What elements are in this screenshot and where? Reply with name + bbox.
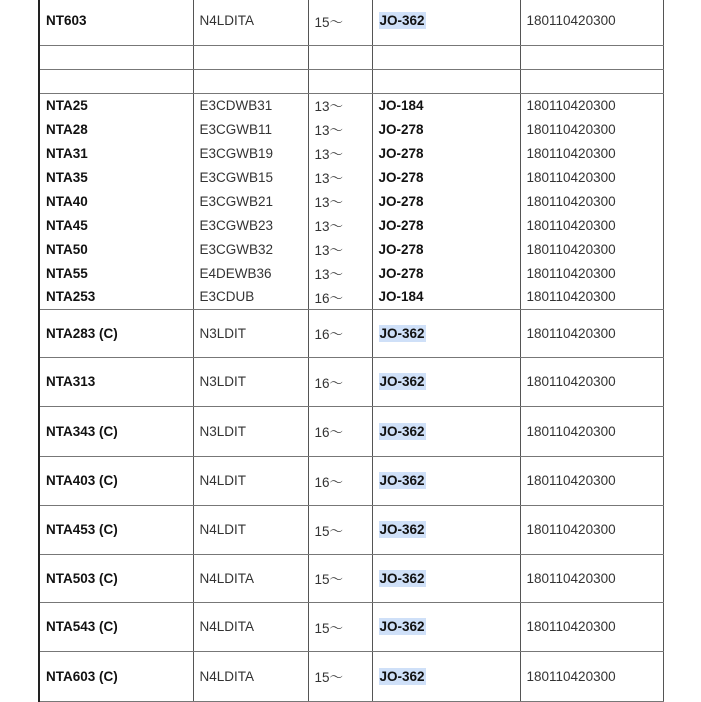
part-number-text: JO-362 [379,423,425,439]
version-cell [308,93,372,117]
code-text: E3CGWB19 [199,145,274,161]
code-cell [193,505,308,554]
serial-text: 180110420300 [526,265,616,281]
version-cell [308,141,372,165]
code-text: N3LDIT [199,423,247,439]
part-number-text: JO-362 [379,325,425,341]
code-text: N4LDITA [199,13,255,29]
model-text: NTA40 [46,193,88,209]
serial-cell [520,554,663,602]
model-text: NTA313 [46,374,96,389]
code-text: N4LDITA [199,570,255,586]
part-number-cell [372,0,520,45]
model-text: NT603 [46,13,87,29]
code-text: E3CGWB15 [199,169,274,185]
version-text: 15～ [314,620,344,636]
code-text: N4LDITA [199,668,255,684]
code-text: E3CGWB32 [199,241,274,257]
model-text: NTA603 (C) [46,668,118,684]
part-number-cell [372,189,520,213]
table-body [39,0,663,701]
version-cell [308,602,372,651]
code-cell [193,285,308,309]
model-cell [39,165,193,189]
model-cell [39,505,193,554]
table-row [39,165,663,189]
part-number-text: JO-184 [378,97,424,113]
version-text: 13～ [314,243,344,258]
code-text: E3CGWB21 [199,193,274,209]
code-cell [193,456,308,505]
version-cell [308,165,372,189]
part-number-cell [372,69,520,93]
table-row-empty [39,69,663,93]
code-text: N3LDIT [199,325,247,341]
part-number-cell [372,309,520,357]
serial-text: 180110420300 [526,473,616,488]
model-cell [39,117,193,141]
part-number-cell [372,406,520,456]
model-cell [39,213,193,237]
model-cell [39,602,193,651]
version-cell [308,357,372,406]
model-text: NTA343 (C) [46,423,118,439]
part-number-cell [372,505,520,554]
version-text: 16～ [314,425,344,440]
code-cell [193,357,308,406]
part-number-cell [372,237,520,261]
part-number-cell [372,357,520,406]
code-cell [193,651,308,701]
version-cell [308,651,372,701]
serial-cell [520,357,663,406]
part-number-text: JO-362 [379,570,425,586]
code-text: E3CDUB [199,289,255,305]
version-cell [308,237,372,261]
serial-text: 180110420300 [526,325,616,341]
version-cell [308,45,372,69]
table-row [39,505,663,554]
model-cell [39,69,193,93]
version-cell [308,285,372,309]
version-text: 15～ [314,523,344,539]
serial-text: 180110420300 [526,289,616,305]
code-cell [193,93,308,117]
code-cell [193,117,308,141]
model-text: NTA253 [46,289,96,305]
version-text: 16～ [314,327,344,342]
serial-cell [520,117,663,141]
serial-text: 180110420300 [526,13,616,29]
code-cell [193,0,308,45]
model-cell [39,309,193,357]
part-number-text: JO-278 [378,265,424,281]
serial-cell [520,406,663,456]
part-number-cell [372,554,520,602]
serial-cell [520,602,663,651]
code-cell [193,237,308,261]
version-cell [308,0,372,45]
part-number-text: JO-362 [379,374,425,389]
code-text: E3CGWB11 [199,121,273,137]
model-text: NTA31 [46,145,88,161]
version-cell [308,406,372,456]
part-number-cell [372,456,520,505]
code-text: E4DEWB36 [199,265,272,281]
serial-cell [520,93,663,117]
serial-text: 180110420300 [526,241,616,257]
part-number-text: JO-184 [378,289,424,305]
serial-text: 180110420300 [526,217,616,233]
model-cell [39,0,193,45]
code-cell [193,261,308,285]
serial-text: 180110420300 [526,423,616,439]
version-text: 16～ [314,375,344,391]
model-cell [39,357,193,406]
serial-cell [520,456,663,505]
model-cell [39,406,193,456]
table-row [39,554,663,602]
serial-text: 180110420300 [526,97,616,113]
model-cell [39,237,193,261]
code-text: E3CDWB31 [199,97,273,113]
table-row [39,285,663,309]
version-text: 13～ [314,171,344,186]
part-number-text: JO-362 [379,668,425,684]
part-number-cell [372,45,520,69]
table-row-empty [39,45,663,69]
serial-text: 180110420300 [526,193,616,209]
part-number-text: JO-362 [379,13,425,29]
part-number-cell [372,261,520,285]
version-cell [308,189,372,213]
version-cell [308,456,372,505]
version-text: 15～ [314,572,344,587]
model-cell [39,93,193,117]
version-text: 13～ [314,147,344,162]
part-number-text: JO-362 [379,473,425,488]
model-text: NTA403 (C) [46,473,118,488]
serial-text: 180110420300 [526,374,616,389]
version-text: 16～ [314,290,344,306]
version-text: 13～ [314,99,344,115]
version-text: 16～ [314,474,344,490]
serial-text: 180110420300 [526,169,616,185]
serial-text: 180110420300 [526,570,616,586]
part-number-cell [372,165,520,189]
model-text: NTA503 (C) [46,570,118,586]
code-cell [193,69,308,93]
model-cell [39,651,193,701]
part-number-cell [372,651,520,701]
table-row [39,141,663,165]
model-cell [39,45,193,69]
code-text: N3LDIT [199,374,247,389]
version-text: 13～ [314,123,344,138]
part-number-text: JO-278 [378,193,424,209]
serial-cell [520,189,663,213]
version-cell [308,505,372,554]
serial-cell [520,309,663,357]
part-number-text: JO-278 [378,145,424,161]
table-row [39,0,663,45]
model-cell [39,554,193,602]
part-number-cell [372,93,520,117]
serial-cell [520,285,663,309]
part-number-text: JO-278 [378,121,424,137]
version-cell [308,309,372,357]
version-cell [308,117,372,141]
table-row [39,213,663,237]
model-text: NTA55 [46,265,88,281]
code-cell [193,45,308,69]
model-text: NTA543 (C) [46,619,118,634]
table-row [39,406,663,456]
part-number-cell [372,213,520,237]
model-text: NTA45 [46,217,88,233]
model-parts-table [38,0,664,702]
table-row [39,602,663,651]
table-row [39,651,663,701]
serial-text: 180110420300 [526,522,616,537]
model-text: NTA283 (C) [46,325,118,341]
version-cell [308,213,372,237]
model-cell [39,141,193,165]
code-cell [193,141,308,165]
version-text: 13～ [314,195,344,210]
code-cell [193,213,308,237]
serial-text: 180110420300 [526,121,616,137]
code-text: N4LDIT [199,473,247,488]
part-number-cell [372,602,520,651]
table-row [39,93,663,117]
code-cell [193,554,308,602]
model-cell [39,261,193,285]
code-cell [193,165,308,189]
serial-cell [520,505,663,554]
part-number-cell [372,285,520,309]
serial-cell [520,141,663,165]
serial-cell [520,165,663,189]
serial-cell [520,0,663,45]
table-row [39,456,663,505]
table-row [39,309,663,357]
code-cell [193,309,308,357]
code-text: N4LDIT [199,522,247,537]
part-number-text: JO-278 [378,169,424,185]
serial-cell [520,651,663,701]
model-text: NTA28 [46,121,88,137]
version-cell [308,261,372,285]
part-number-text: JO-278 [378,241,424,257]
code-cell [193,602,308,651]
model-text: NTA50 [46,241,88,257]
model-cell [39,189,193,213]
model-text: NTA35 [46,169,88,185]
part-number-text: JO-362 [379,522,425,537]
version-cell [308,69,372,93]
serial-text: 180110420300 [526,668,616,684]
serial-cell [520,69,663,93]
code-text: N4LDITA [199,619,255,634]
serial-text: 180110420300 [526,145,616,161]
serial-cell [520,261,663,285]
version-text: 13～ [314,267,344,282]
table-row [39,357,663,406]
code-cell [193,406,308,456]
code-cell [193,189,308,213]
part-number-text: JO-278 [378,217,424,233]
table-row [39,189,663,213]
model-cell [39,285,193,309]
table-row [39,117,663,141]
model-text: NTA25 [46,97,88,113]
code-text: E3CGWB23 [199,217,274,233]
serial-cell [520,45,663,69]
part-number-text: JO-362 [379,619,425,634]
serial-cell [520,237,663,261]
model-text: NTA453 (C) [46,522,118,537]
model-cell [39,456,193,505]
version-text: 15～ [314,670,344,685]
version-cell [308,554,372,602]
part-number-cell [372,141,520,165]
version-text: 15～ [314,14,344,30]
version-text: 13～ [314,219,344,234]
serial-cell [520,213,663,237]
part-number-cell [372,117,520,141]
table-row [39,261,663,285]
table-row [39,237,663,261]
serial-text: 180110420300 [526,619,616,634]
